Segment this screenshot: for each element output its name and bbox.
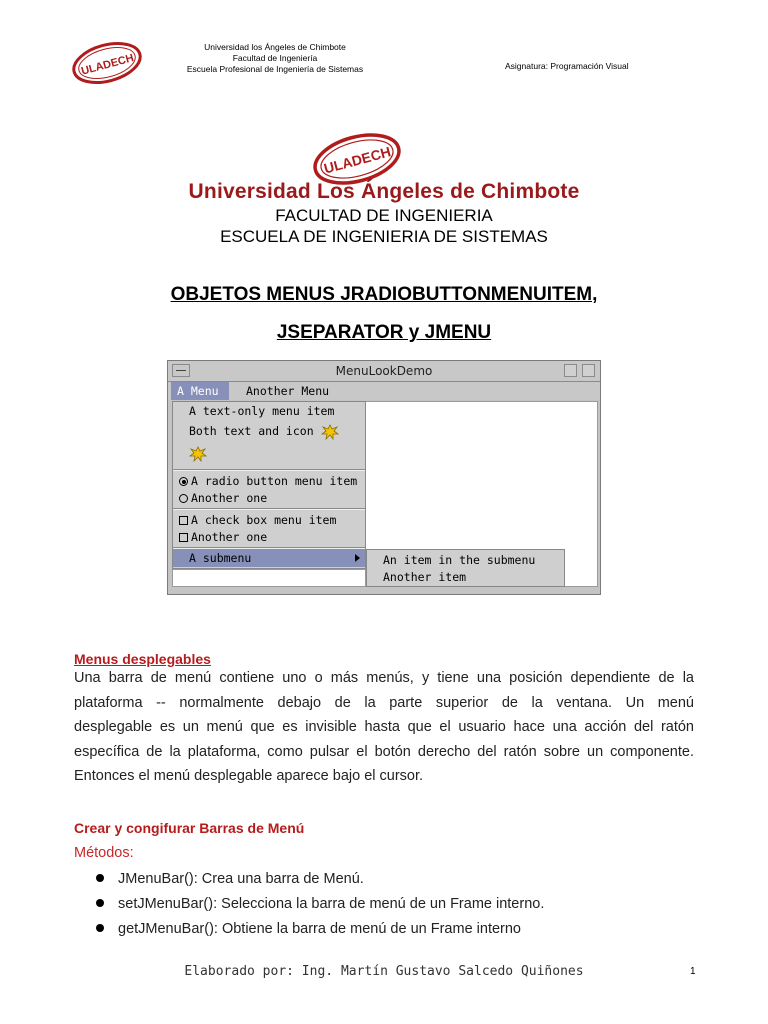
header-school: Escuela Profesional de Ingeniería de Sistemas — [186, 64, 364, 74]
dropdown-menu — [172, 401, 366, 569]
submenu-popup — [366, 549, 565, 587]
bullet-icon — [96, 899, 104, 907]
checkbox-icon — [179, 533, 188, 542]
bullet-text: getJMenuBar(): Obtiene la barra de menú de un Frame interno — [118, 921, 521, 937]
radio-selected-icon — [179, 477, 188, 486]
menu-separator — [173, 469, 365, 471]
header-university: Universidad los Ángeles de Chimbote — [204, 42, 346, 52]
menubar — [168, 382, 600, 400]
menu-item-radio-2[interactable] — [173, 489, 365, 507]
paragraph-line: desplegable es un menú que es invisible hasta que el usuario hace una acción del ratón — [74, 719, 694, 735]
bullet-text: setJMenuBar(): Selecciona la barra de menú de un Frame interno. — [118, 896, 545, 912]
footer-author: Elaborado por: Ing. Martín Gustavo Salcedo Quiñones — [184, 964, 584, 979]
bullet-item — [96, 871, 364, 887]
paragraph-line: Entonces el menú desplegable aparece bajo el cursor. — [74, 768, 424, 784]
header-institution — [145, 42, 405, 75]
menu-item-submenu[interactable] — [173, 549, 365, 567]
burst-icon — [321, 424, 339, 440]
bullet-item — [96, 896, 544, 912]
menu-item-text-only[interactable]: A text-only menu item — [189, 404, 335, 418]
menu-item-icon-only[interactable] — [173, 444, 365, 462]
menu-item-label: A check box menu item — [191, 513, 337, 527]
section-heading-barras: Crear y congifurar Barras de Menú — [74, 820, 305, 836]
header-faculty: Facultad de Ingeniería — [232, 53, 318, 63]
radio-icon — [179, 494, 188, 503]
document-title-line2: JSEPARATOR y JMENU — [276, 322, 492, 343]
submenu-arrow-icon — [355, 554, 360, 562]
menu-item-label: Another one — [191, 530, 268, 544]
cover-university: Universidad Los Ángeles de Chimbote — [188, 180, 580, 203]
menu-item-label: Another one — [191, 491, 268, 505]
menu-item-radio-1[interactable] — [173, 472, 365, 490]
window-blank-strip — [172, 569, 366, 587]
paragraph-line: plataforma -- normalmente debajo de la parte superior de la ventana. Un menú — [74, 694, 694, 711]
checkbox-icon — [179, 516, 188, 525]
menu-item-check-1[interactable] — [173, 511, 365, 529]
window-titlebar — [168, 361, 600, 382]
menubar-a-menu[interactable]: A Menu — [171, 382, 229, 400]
menu-item-label: A submenu — [189, 551, 252, 565]
bullet-item — [96, 921, 521, 937]
menu-item-label: Both text and icon — [189, 424, 314, 438]
menu-item-check-2[interactable] — [173, 528, 365, 546]
bullet-icon — [96, 924, 104, 932]
paragraph-line: específica de la plataforma, como pulsar el botón derecho del ratón sobre un componente. — [74, 743, 694, 760]
submenu-item-2[interactable]: Another item — [383, 570, 467, 584]
section-paragraph — [74, 666, 694, 789]
uladech-logo-small — [70, 38, 144, 88]
cover-faculty: FACULTAD DE INGENIERIA — [275, 206, 493, 225]
document-title-line1: OBJETOS MENUS JRADIOBUTTONMENUITEM, — [170, 284, 598, 305]
logo-text: ULADECH — [79, 52, 136, 78]
cover-school: ESCUELA DE INGENIERIA DE SISTEMAS — [220, 227, 548, 246]
menu-item-text-and-icon[interactable] — [173, 422, 365, 440]
maximize-icon[interactable] — [582, 364, 595, 377]
minimize-icon[interactable] — [564, 364, 577, 377]
window-title: MenuLookDemo — [335, 364, 433, 378]
menulookdemo-window — [167, 360, 601, 595]
menu-separator — [173, 508, 365, 510]
section-heading-menus: Menus desplegables — [74, 651, 211, 667]
bullet-text: JMenuBar(): Crea una barra de Menú. — [118, 871, 364, 887]
page-number: 1 — [690, 966, 696, 977]
submenu-item-1[interactable]: An item in the submenu — [383, 553, 536, 567]
menubar-another-menu[interactable]: Another Menu — [246, 384, 330, 398]
header-subject: Asignatura: Programación Visual — [505, 61, 629, 71]
methods-label: Métodos: — [74, 845, 134, 861]
logo-text: ULADECH — [322, 143, 393, 177]
burst-icon — [189, 446, 207, 462]
paragraph-line: Una barra de menú contiene uno o más menús, y tiene una posición dependiente de la — [74, 670, 694, 686]
menu-item-label: A radio button menu item — [191, 474, 358, 488]
bullet-icon — [96, 874, 104, 882]
